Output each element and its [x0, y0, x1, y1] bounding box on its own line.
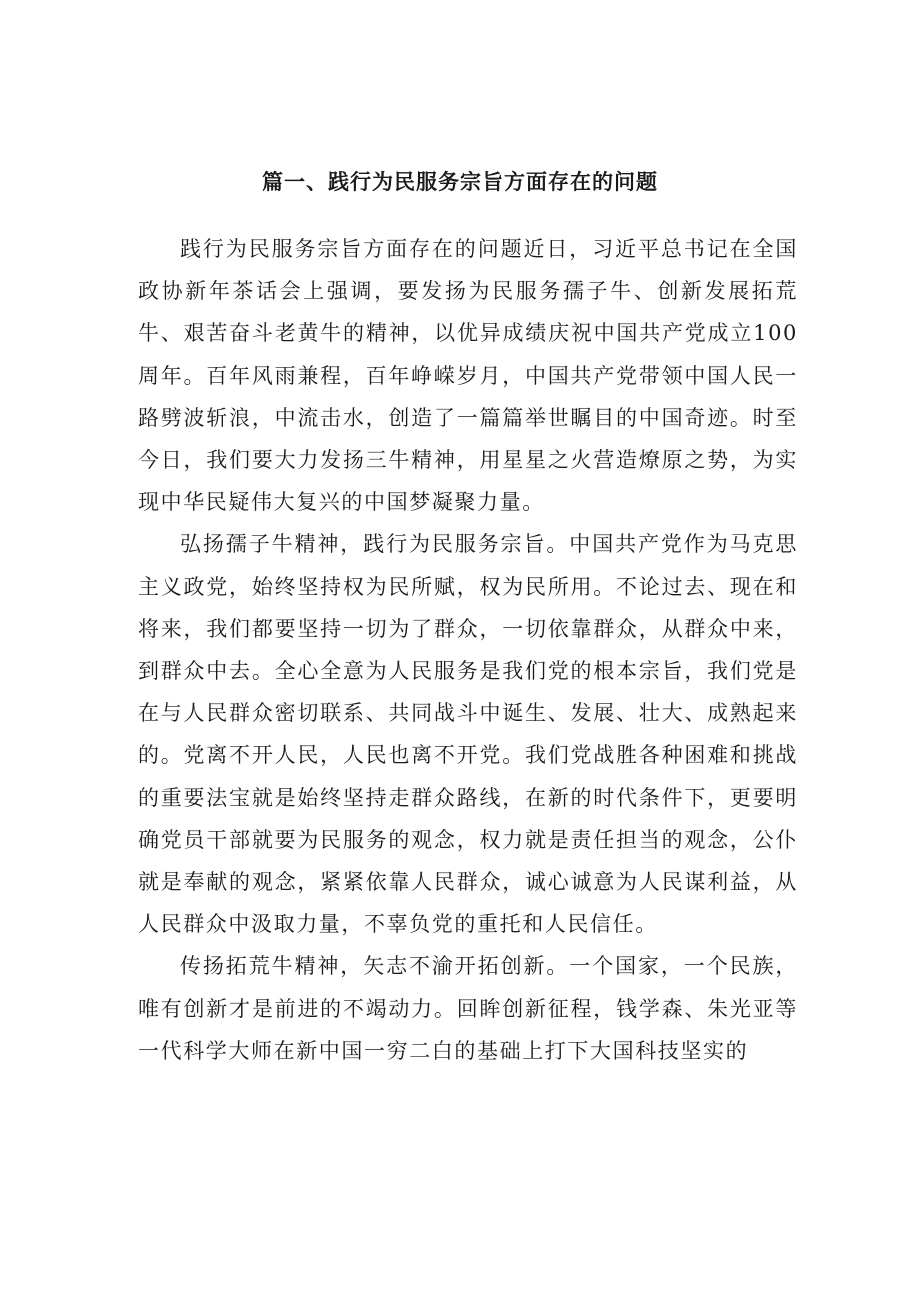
paragraph-2: 弘扬孺子牛精神，践行为民服务宗旨。中国共产党作为马克思主义政党，始终坚持权为民所赋，权为民所用。不论过去、现在和将来，我们都要坚持一切为了群众，一切依靠群众，从群众中来，到群众中去。全心全意为人民服务是我们党的根本宗旨，我们党是在与人民群众密切联系、共同战斗中诞生、发展、壮大、成熟起来的。党离不开人民，人民也离不开党。我们党战胜各种困难和挑战的重要法宝就是始终坚持走群众路线，在新的时代条件下，更要明确党员干部就要为民服务的观念，权力就是责任担当的观念，公仆就是奉献的观念，紧紧依靠人民群众，诚心诚意为人民谋利益，从人民群众中汲取力量，不辜负党的重托和人民信任。: [138, 532, 798, 937]
document-body: [138, 228, 798, 1072]
paragraph-3: 传扬拓荒牛精神，矢志不渝开拓创新。一个国家，一个民族，唯有创新才是前进的不竭动力。回眸创新征程，钱学森、朱光亚等一代科学大师在新中国一穷二白的基础上打下大国科技坚实的: [138, 954, 798, 1063]
document-title: 篇一、践行为民服务宗旨方面存在的问题: [262, 170, 658, 194]
paragraph-1: 践行为民服务宗旨方面存在的问题近日，习近平总书记在全国政协新年茶话会上强调，要发扬为民服务孺子牛、创新发展拓荒牛、艰苦奋斗老黄牛的精神，以优异成绩庆祝中国共产党成立100周年。百年风雨兼程，百年峥嵘岁月，中国共产党带领中国人民一路劈波斩浪，中流击水，创造了一篇篇举世瞩目的中国奇迹。时至今日，我们要大力发扬三牛精神，用星星之火营造燎原之势，为实现中华民疑伟大复兴的中国梦凝聚力量。: [138, 237, 798, 515]
